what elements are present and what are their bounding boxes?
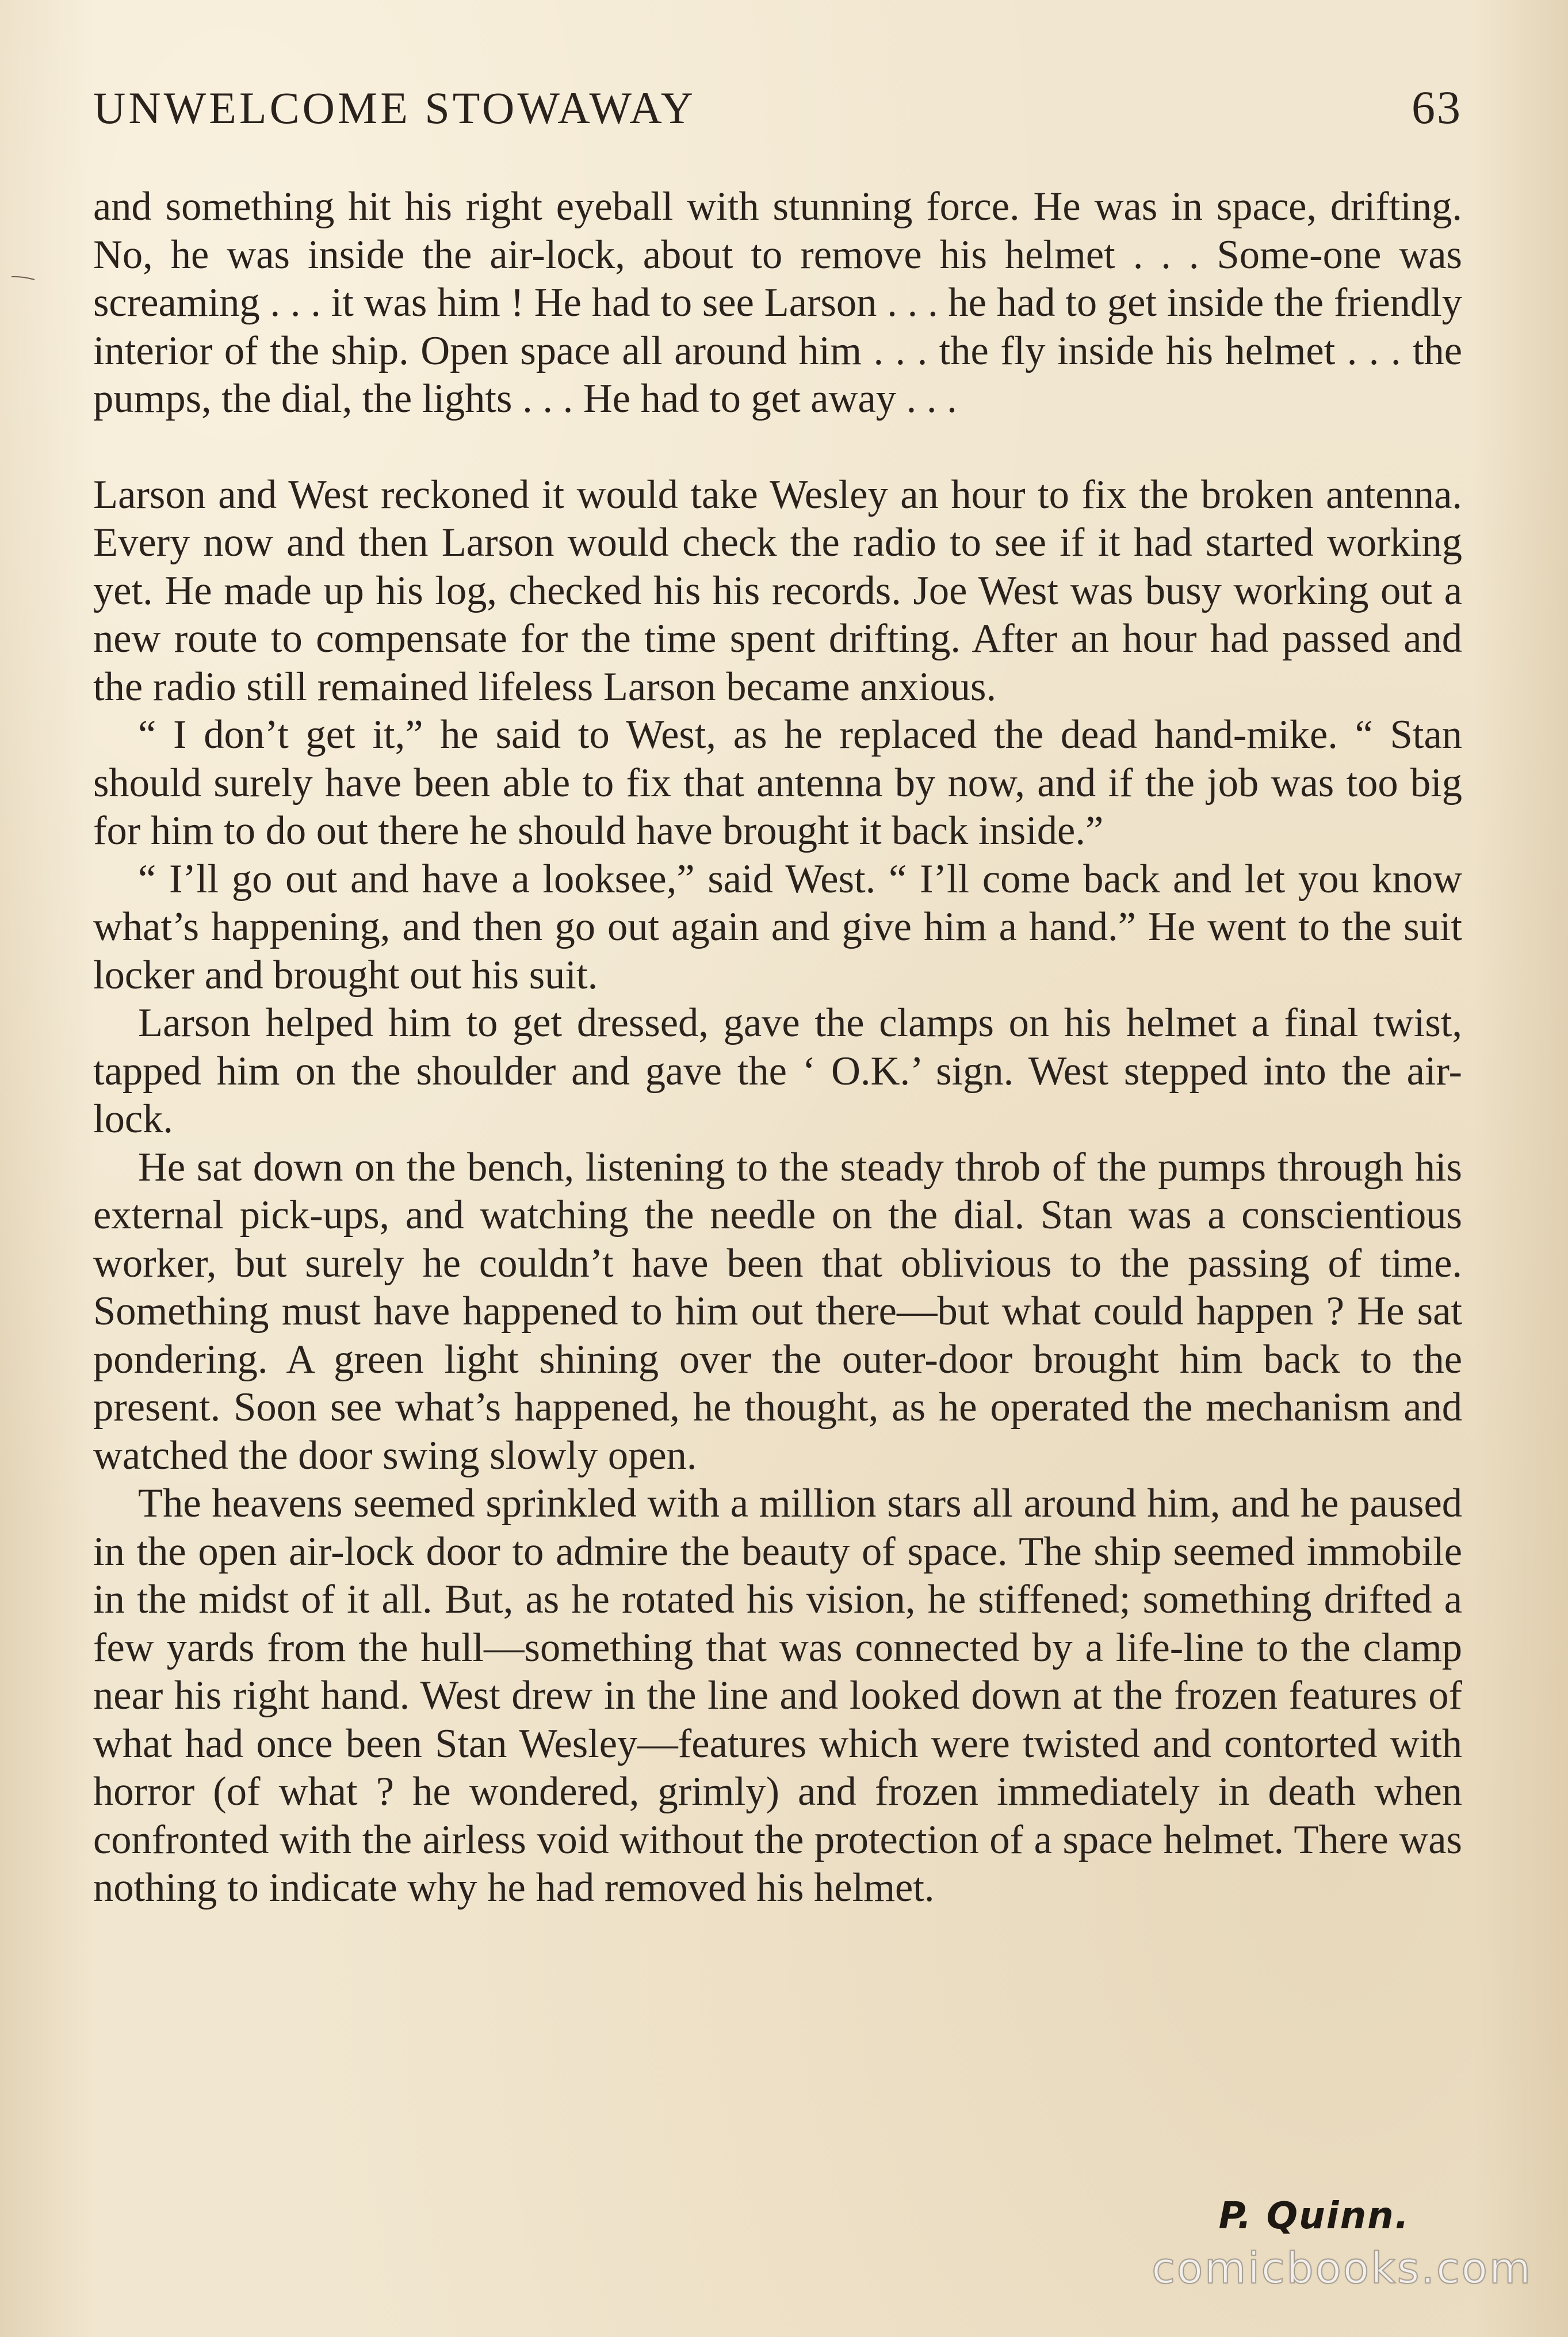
author-signature: P. Quinn. — [1218, 2195, 1410, 2237]
paragraph: “ I don’t get it,” he said to West, as he replaced the dead hand-mike. “ Stan should surely have been able to fix that antenna by now, and if the job was too big for him to do out there he should have brought it back inside.” — [93, 712, 1462, 853]
paragraph: He sat down on the bench, listening to the steady throb of the pumps through his external pick-ups, and watching the needle on the dial. Stan was a conscientious worker, but surely he couldn’t have been that oblivious to the passing of time. Something must have happened to him out there—but what could happen ? He sat pondering. A green light shining over the outer-door brought him back to the present. Soon see what’s happened, he thought, as he operated the mechanism and watched the door swing slowly open. — [93, 1144, 1462, 1478]
paragraph: Larson helped him to get dressed, gave the clamps on his helmet a final twist, tapped him on the shoulder and gave the ‘ O.K.’ sign. West stepped into the air-lock. — [93, 1001, 1462, 1141]
running-title: UNWELCOME STOWAWAY — [93, 83, 696, 133]
running-head — [93, 81, 1462, 144]
page-number: 63 — [1412, 81, 1462, 133]
story-text — [93, 183, 1462, 1912]
watermark: comicbooks.com — [1152, 2244, 1532, 2293]
paragraph-continued: and something hit his right eyeball with stunning force. He was in space, drifting. No, he was inside the air-lock, about to remove his helmet . . . Some-one was screaming . . . it was him ! He had to see Larson . . . he had to get inside the friendly interior of the ship. Open space all around him . . . the fly inside his helmet . . . the pumps, the dial, the lights . . . He had to get away . . . — [93, 184, 1462, 421]
margin-mark — [10, 275, 36, 281]
paragraph: The heavens seemed sprinkled with a million stars all around him, and he paused in the open air-lock door to admire the beauty of space. The ship seemed immobile in the midst of it all. But, as he rotated his vision, he stiffened; something drifted a few yards from the hull—something that was connected by a life-line to the clamp near his right hand. West drew in the line and looked down at the frozen features of what had once been Stan Wesley—features which were twisted and contorted with horror (of what ? he wondered, grimly) and frozen immediately in death when confronted with the airless void without the protection of a space helmet. There was nothing to indicate why he had removed his helmet. — [93, 1481, 1462, 1910]
paragraph-section-start: Larson and West reckoned it would take Wesley an hour to fix the broken antenna. Every now and then Larson would check the radio to see if it had started working yet. He made up his log, checked his his records. Joe West was busy working out a new route to compensate for the time spent drifting. After an hour had passed and the radio still remained lifeless Larson became anxious. — [93, 472, 1462, 709]
paragraph: “ I’ll go out and have a looksee,” said West. “ I’ll come back and let you know what’s happening, and then go out again and give him a hand.” He went to the suit locker and brought out his suit. — [93, 856, 1462, 998]
